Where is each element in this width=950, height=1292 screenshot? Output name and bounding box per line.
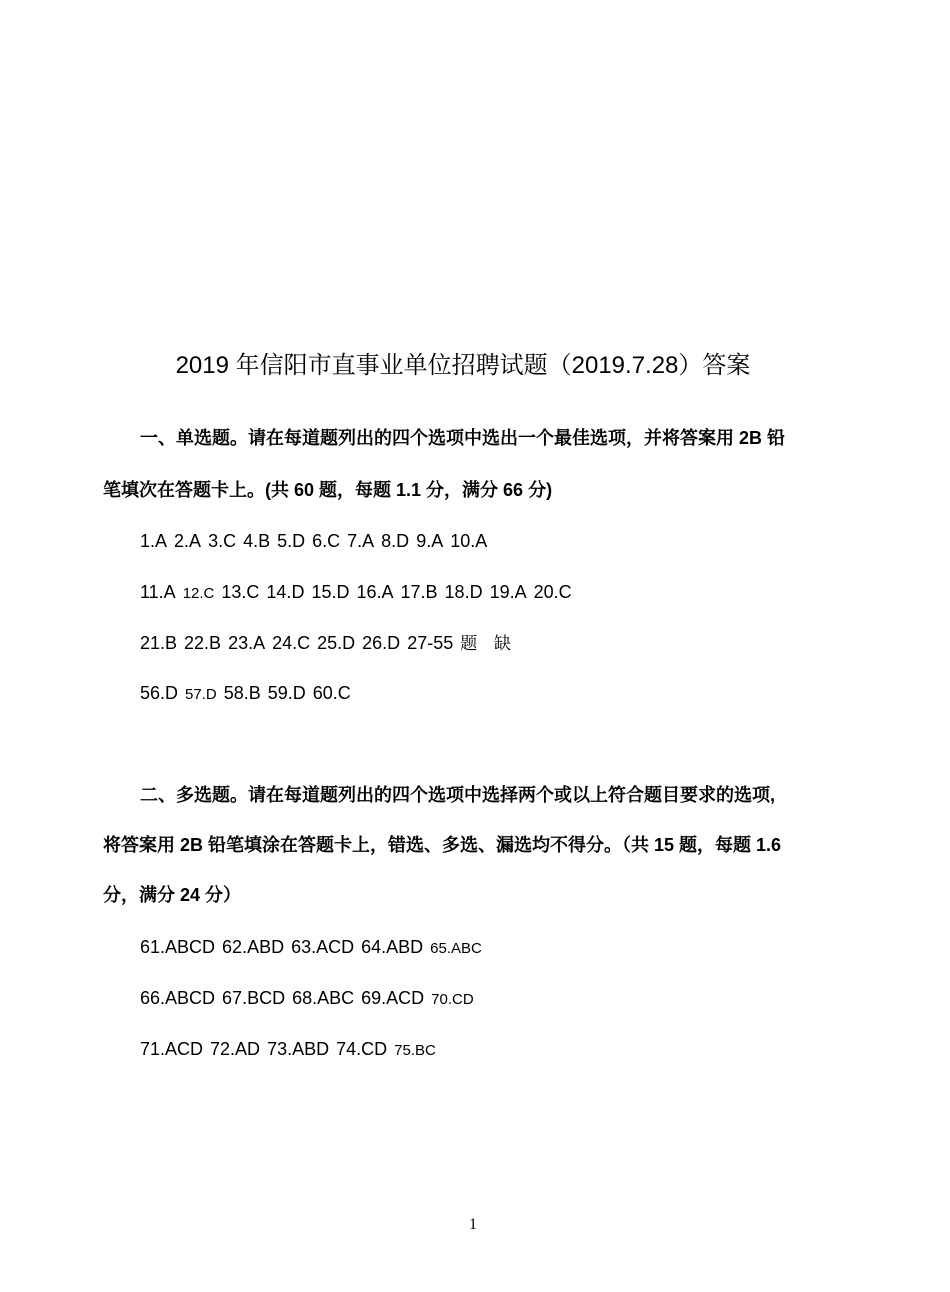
answer-item: 69.ACD — [361, 988, 425, 1008]
answer-item: 2.A — [174, 531, 202, 551]
answer-row — [140, 934, 489, 962]
section2-heading-end: 分，满分 24 分） — [103, 885, 242, 905]
answer-item: 4.B — [243, 531, 271, 551]
answer-row — [140, 528, 494, 554]
answer-item: 27-55 — [407, 633, 454, 653]
answer-item: 73.ABD — [267, 1039, 330, 1059]
answer-item: 3.C — [208, 531, 237, 551]
answer-item: 9.A — [416, 531, 444, 551]
answer-item: 8.D — [381, 531, 410, 551]
answer-item: 17.B — [400, 582, 438, 602]
answer-item: 12.C — [182, 585, 215, 602]
section2-heading: 二、多选题。请在每道题列出的四个选项中选择两个或以上符合题目要求的选项, — [140, 785, 775, 805]
answer-item: 14.D — [266, 582, 305, 602]
answer-item: 5.D — [277, 531, 306, 551]
answer-item: 72.AD — [210, 1039, 261, 1059]
answer-item: 22.B — [184, 633, 222, 653]
answer-item: 75.BC — [394, 1042, 436, 1059]
answer-item: 23.A — [228, 633, 266, 653]
document-title: 2019 年信阳市直事业单位招聘试题（2019.7.28）答案 — [175, 352, 751, 379]
section2-heading-cont: 将答案用 2B 铅笔填涂在答题卡上，错选、多选、漏选均不得分。（共 15 题，每题 1.6 — [103, 835, 782, 855]
answer-item: 61.ABCD — [140, 937, 216, 957]
answer-item: 10.A — [450, 531, 488, 551]
answer-item: 56.D — [140, 683, 179, 703]
answer-item: 16.A — [356, 582, 394, 602]
missing-note: 题 缺 — [460, 634, 517, 653]
answer-item: 68.ABC — [292, 988, 355, 1008]
answer-item: 62.ABD — [222, 937, 285, 957]
answer-row — [140, 579, 579, 607]
answer-item: 6.C — [312, 531, 341, 551]
answer-item: 13.C — [221, 582, 260, 602]
answer-item: 21.B — [140, 633, 178, 653]
answer-item: 7.A — [347, 531, 375, 551]
answer-item: 71.ACD — [140, 1039, 204, 1059]
answer-item: 63.ACD — [291, 937, 355, 957]
answer-item: 74.CD — [336, 1039, 388, 1059]
page-number: 1 — [469, 1216, 477, 1233]
answer-item: 67.BCD — [222, 988, 286, 1008]
answer-item: 58.B — [223, 683, 261, 703]
answer-item: 65.ABC — [430, 940, 482, 957]
answer-item: 26.D — [362, 633, 401, 653]
answer-item: 15.D — [311, 582, 350, 602]
answer-item: 11.A — [140, 582, 176, 602]
answer-item: 1.A — [140, 531, 168, 551]
answer-item: 18.D — [444, 582, 483, 602]
section1-heading-cont: 笔填次在答题卡上。(共 60 题，每题 1.1 分，满分 66 分) — [103, 480, 553, 500]
answer-item: 70.CD — [431, 991, 474, 1008]
answer-item: 20.C — [533, 582, 572, 602]
answer-item: 59.D — [267, 683, 306, 703]
answer-item: 24.C — [272, 633, 311, 653]
answer-item: 25.D — [317, 633, 356, 653]
answer-item: 66.ABCD — [140, 988, 216, 1008]
answer-row — [140, 680, 358, 708]
answer-item: 60.C — [312, 683, 351, 703]
answer-row — [140, 1036, 443, 1064]
answer-row — [140, 985, 481, 1013]
section1-heading: 一、单选题。请在每道题列出的四个选项中选出一个最佳选项，并将答案用 2B 铅 — [140, 428, 786, 448]
answer-item: 64.ABD — [361, 937, 424, 957]
answer-item: 57.D — [185, 686, 217, 703]
answer-row — [140, 630, 524, 657]
answer-item: 19.A — [489, 582, 527, 602]
